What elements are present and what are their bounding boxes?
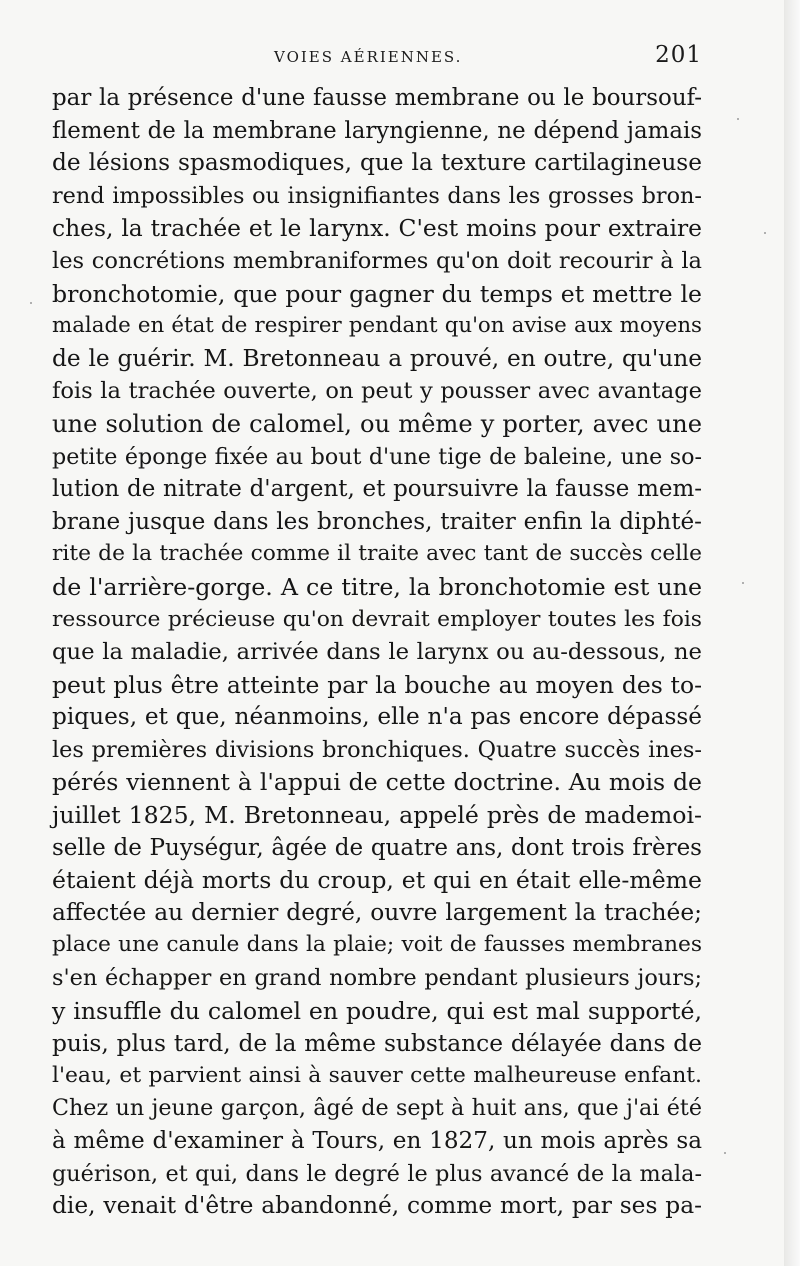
paper-speck (742, 582, 744, 584)
text-line: juillet 1825, M. Bretonneau, appelé près de mademoi- (52, 801, 702, 830)
text-line: s'en échapper en grand nombre pendant plusieurs jours; (52, 965, 702, 992)
text-line: une solution de calomel, ou même y porter, avec une (52, 409, 702, 438)
text-line: ches, la trachée et le larynx. C'est moins pour extraire (52, 214, 702, 243)
text-line: malade en état de respirer pendant qu'on avise aux moyens (52, 313, 702, 339)
text-line: peut plus être atteinte par la bouche au moyen des to- (52, 670, 702, 699)
text-line: les concrétions membraniformes qu'on doit recourir à la (52, 247, 702, 274)
text-line: que la maladie, arrivée dans le larynx ou au-dessous, ne (52, 639, 702, 666)
running-title: VOIES AÉRIENNES. (274, 48, 463, 66)
text-line: rite de la trachée comme il traite avec tant de succès celle (52, 541, 702, 567)
running-head (52, 42, 702, 76)
body-text (52, 82, 702, 1223)
text-line: y insuffle du calomel en poudre, qui est mal supporté, (52, 996, 702, 1025)
text-line: pérés viennent à l'appui de cette doctrine. Au mois de (52, 768, 702, 797)
text-line: Chez un jeune garçon, âgé de sept à huit ans, que j'ai été (52, 1095, 702, 1122)
paper-speck (737, 118, 739, 120)
text-line: ressource précieuse qu'on devrait employer toutes les fois (52, 606, 702, 632)
text-line: fois la trachée ouverte, on peut y pousser avec avantage (52, 378, 702, 405)
text-line: piques, et que, néanmoins, elle n'a pas encore dépassé (52, 703, 702, 731)
text-line: à même d'examiner à Tours, en 1827, un mois après sa (52, 1128, 702, 1154)
text-line: de lésions spasmodiques, que la texture cartilagineuse (52, 149, 702, 177)
page-number: 201 (655, 42, 702, 68)
text-line: petite éponge fixée au bout d'une tige de baleine, une so- (52, 443, 702, 470)
text-line: place une canule dans la plaie; voit de fausses membranes (52, 932, 702, 958)
paper-speck (30, 302, 32, 304)
text-line: bronchotomie, que pour gagner du temps et mettre le (52, 279, 702, 308)
paper-speck (764, 232, 766, 234)
text-line: selle de Puységur, âgée de quatre ans, dont trois frères (52, 834, 702, 861)
text-line: flement de la membrane laryngienne, ne dépend jamais (52, 117, 702, 144)
text-line: rend impossibles ou insignifiantes dans les grosses bron- (52, 182, 702, 209)
text-line: guérison, et qui, dans le degré le plus avancé de la mala- (52, 1160, 702, 1187)
text-line: par la présence d'une fausse membrane ou le boursouf- (52, 85, 702, 111)
text-line: l'eau, et parvient ainsi à sauver cette malheureuse enfant. (52, 1062, 702, 1088)
text-line: de le guérir. M. Bretonneau a prouvé, en outre, qu'une (52, 344, 702, 372)
text-line: lution de nitrate d'argent, et poursuivre la fausse mem- (52, 476, 702, 503)
text-line: étaient déjà morts du croup, et qui en était elle-même (52, 866, 702, 895)
text-line: puis, plus tard, de la même substance délayée dans de (52, 1029, 702, 1058)
page-edge (784, 0, 800, 1266)
paper-speck (724, 1152, 726, 1154)
text-line: die, venait d'être abandonné, comme mort, par ses pa- (52, 1192, 702, 1220)
text-line: les premières divisions bronchiques. Quatre succès ines- (52, 736, 702, 763)
text-line: brane jusque dans les bronches, traiter enfin la diphté- (52, 508, 702, 535)
text-line: de l'arrière-gorge. A ce titre, la bronchotomie est une (52, 572, 702, 601)
text-line: affectée au dernier degré, ouvre largement la trachée; (52, 898, 702, 926)
